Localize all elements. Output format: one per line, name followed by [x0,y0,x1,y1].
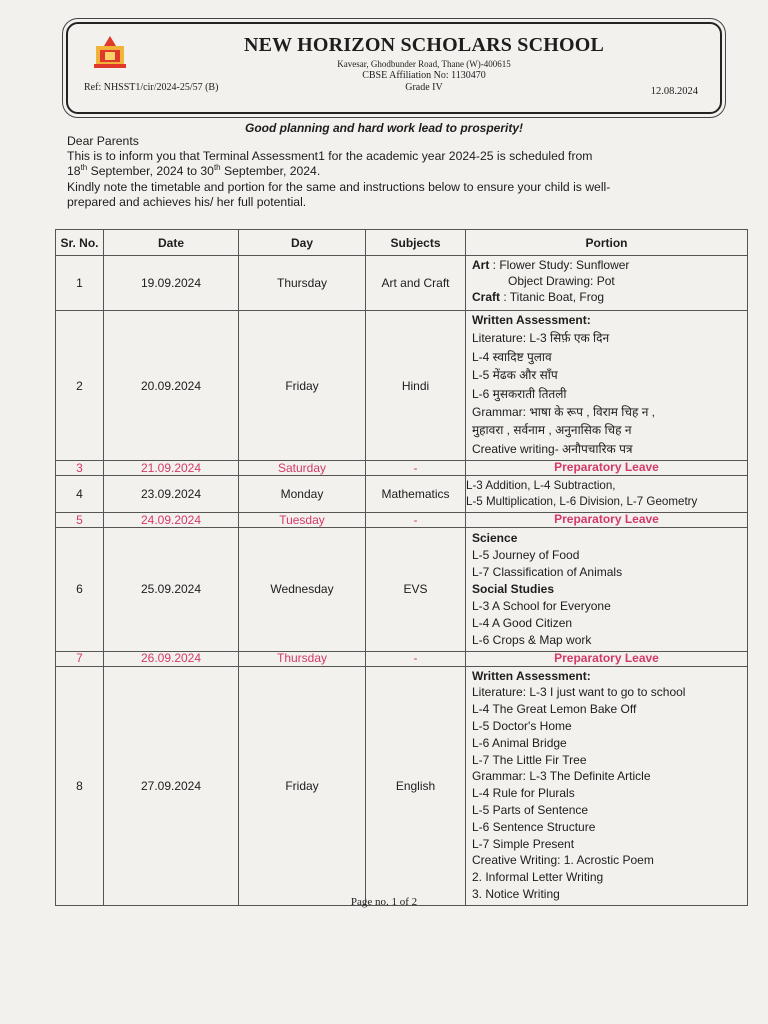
school-address: Kavesar, Ghodbunder Road, Thane (W)-400615 [337,59,511,69]
col-header-srno: Sr. No. [56,230,104,256]
motto: Good planning and hard work lead to prosperity! [244,121,523,135]
table-row: 4 23.09.2024 Monday Mathematics L-3 Addition, L-4 Subtraction, L-5 Multiplication, L-6 Division, L-7 Geometry [56,476,748,513]
school-crest-icon [92,32,128,72]
intro-text [67,134,727,210]
intro-line-1: This is to inform you that Terminal Assessment1 for the academic year 2024-25 is scheduled from [67,149,593,164]
table-row: 7 26.09.2024 Thursday - Preparatory Leave [56,651,748,666]
table-row: 5 24.09.2024 Tuesday - Preparatory Leave [56,513,748,528]
reference-number: Ref: NHSST1/cir/2024-25/57 (B) [84,82,219,93]
grade-label: Grade IV [405,82,443,93]
portion-cell: Art : Flower Study: Sunflower Object Drawing: Pot Craft : Titanic Boat, Frog [466,256,748,311]
letterhead [66,22,722,114]
intro-line-3: Kindly note the timetable and portion for the same and instructions below to ensure your child is well- [67,179,611,194]
portion-cell: Written Assessment: Literature: L-3 I just want to go to school L-4 The Great Lemon Bake Off L-5 Doctor's Home L-6 Animal Bridge L-7 The Little Fir Tree Grammar: L-3 The Definite Article L-4 Rule for Plurals L-5 Parts of Sentence L-6 Sentence Structure L-7 Simple Present Creative Writing: 1. Acrostic Poem 2. Informal Letter Writing 3. Notice Writing [466,666,748,905]
portion-cell: Science L-5 Journey of Food L-7 Classification of Animals Social Studies L-3 A School for Everyone L-4 A Good Citizen L-6 Crops & Map work [466,528,748,651]
table-row: 6 25.09.2024 Wednesday EVS Science L-5 Journey of Food L-7 Classification of Animals Social Studies L-3 A School for Everyone L-4 A Good Citizen L-6 Crops & Map work [56,528,748,651]
table-header-row [56,230,748,256]
table-row: 3 21.09.2024 Saturday - Preparatory Leave [56,461,748,476]
preparatory-leave-label: Preparatory Leave [466,461,748,476]
intro-line-4: prepared and achieves his/ her full potential. [67,194,307,209]
cbse-affiliation: CBSE Affiliation No: 1130470 [362,70,486,81]
col-header-day: Day [239,230,366,256]
intro-line-2: 18th September, 2024 to 30th September, 2024. [67,163,321,179]
preparatory-leave-label: Preparatory Leave [466,513,748,528]
timetable [55,229,748,906]
preparatory-leave-label: Preparatory Leave [466,651,748,666]
table-row: 2 20.09.2024 Friday Hindi Written Assessment: Literature: L-3 सिर्फ़ एक दिन L-4 स्वादिष्ट पुलाव L-5 मेंढक और साँप L-6 मुसकराती तितली Grammar: भाषा के रूप , विराम चिह न , मुहावरा , सर्वनाम , अनुनासिक चिह न Creative writing- अनौपचारिक पत्र [56,311,748,461]
table-row: 8 27.09.2024 Friday English Written Assessment: Literature: L-3 I just want to go to school L-4 The Great Lemon Bake Off L-5 Doctor's Home L-6 Animal Bridge L-7 The Little Fir Tree Grammar: L-3 The Definite Article L-4 Rule for Plurals L-5 Parts of Sentence L-6 Sentence Structure L-7 Simple Present Creative Writing: 1. Acrostic Poem 2. Informal Letter Writing 3. Notice Writing [56,666,748,905]
circular-date: 12.08.2024 [650,86,698,97]
portion-cell: L-3 Addition, L-4 Subtraction, L-5 Multiplication, L-6 Division, L-7 Geometry [466,476,748,513]
page-number: Page no. 1 of 2 [350,896,418,908]
portion-cell: Written Assessment: Literature: L-3 सिर्फ़ एक दिन L-4 स्वादिष्ट पुलाव L-5 मेंढक और साँप L-6 मुसकराती तितली Grammar: भाषा के रूप , विराम चिह न , मुहावरा , सर्वनाम , अनुनासिक चिह न Creative writing- अनौपचारिक पत्र [466,311,748,461]
col-header-portion: Portion [466,230,748,256]
col-header-subjects: Subjects [366,230,466,256]
table-row: 1 19.09.2024 Thursday Art and Craft Art : Flower Study: Sunflower Object Drawing: Pot Craft : Titanic Boat, Frog [56,256,748,311]
salutation: Dear Parents [67,134,139,148]
col-header-date: Date [104,230,239,256]
school-name: NEW HORIZON SCHOLARS SCHOOL [243,34,605,56]
